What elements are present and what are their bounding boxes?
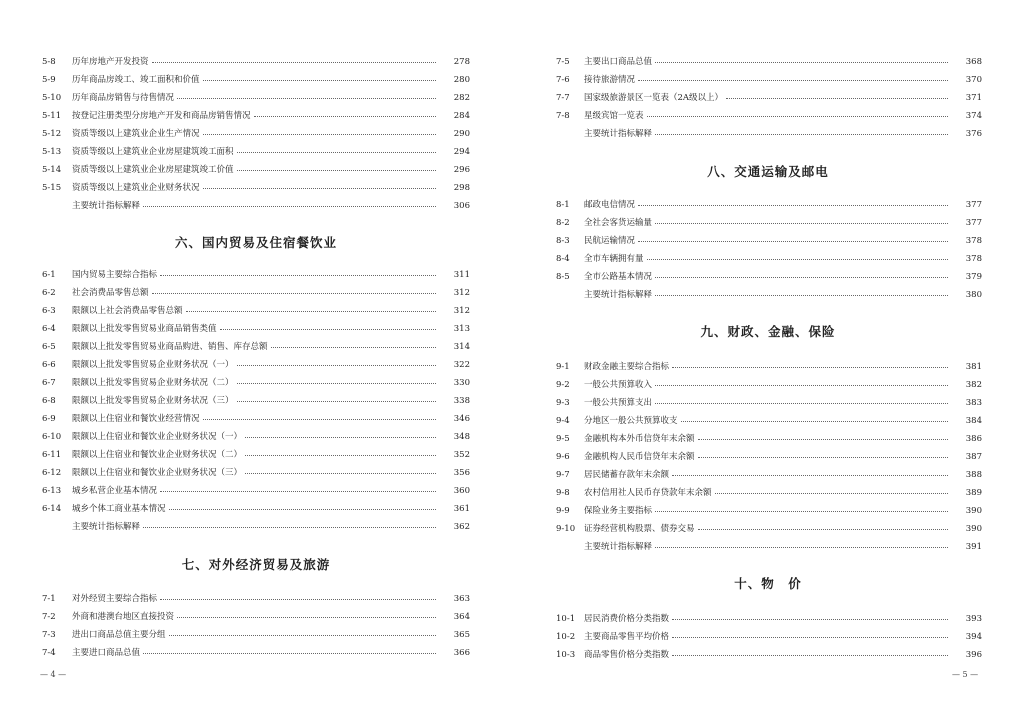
toc-entry-number: 7-3 — [42, 630, 56, 640]
dot-leader — [698, 456, 948, 458]
right-block-1 — [512, 53, 1024, 143]
toc-entry-page: 376 — [965, 129, 982, 139]
toc-entry-page: 346 — [453, 414, 470, 424]
dot-leader — [245, 436, 436, 438]
toc-entry-page: 348 — [453, 432, 470, 442]
toc-entry — [0, 518, 512, 536]
toc-entry-number: 7-5 — [556, 57, 570, 67]
toc-entry-page: 278 — [453, 57, 470, 67]
toc-entry-number: 10-1 — [556, 614, 576, 624]
toc-entry-title: 限额以上批发零售贸易企业财务状况（一） — [72, 360, 234, 370]
dot-leader — [169, 508, 436, 510]
toc-entry — [512, 53, 1024, 71]
toc-entry-number: 9-7 — [556, 470, 570, 480]
dot-leader — [647, 258, 948, 260]
toc-entry-title: 主要统计指标解释 — [584, 542, 653, 552]
toc-entry-number: 7-6 — [556, 75, 570, 85]
toc-entry-title: 证券经营机构股票、债券交易 — [584, 524, 695, 534]
toc-entry — [512, 610, 1024, 628]
toc-entry-page: 382 — [965, 380, 982, 390]
toc-entry-title: 历年商品房竣工、竣工面积和价值 — [72, 75, 200, 85]
toc-entry-title: 一般公共预算支出 — [584, 398, 653, 408]
toc-entry-page: 294 — [453, 147, 470, 157]
toc-entry-title: 金融机构人民币信贷年末余额 — [584, 452, 695, 462]
toc-entry-page: 284 — [453, 111, 470, 121]
toc-entry — [512, 89, 1024, 107]
toc-entry — [512, 376, 1024, 394]
toc-entry-page: 388 — [965, 470, 982, 480]
toc-entry-number: 6-1 — [42, 270, 56, 280]
toc-entry-title: 一般公共预算收入 — [584, 380, 653, 390]
toc-entry-number: 5-10 — [42, 93, 62, 103]
toc-entry-title: 限额以上住宿业和餐饮业企业财务状况（三） — [72, 468, 243, 478]
toc-entry — [0, 107, 512, 125]
page-number-left: — 4 — — [40, 670, 67, 679]
left-block-1 — [0, 53, 512, 215]
dot-leader — [655, 546, 948, 548]
toc-entry — [0, 284, 512, 302]
toc-entry — [0, 125, 512, 143]
toc-entry-title: 全市公路基本情况 — [584, 272, 653, 282]
toc-entry-number: 9-8 — [556, 488, 570, 498]
toc-entry-title: 全社会客货运输量 — [584, 218, 653, 228]
dot-leader — [160, 490, 436, 492]
toc-entry-number: 5-8 — [42, 57, 56, 67]
dot-leader — [638, 204, 948, 206]
toc-entry — [0, 500, 512, 518]
toc-entry — [0, 302, 512, 320]
toc-entry-number: 6-3 — [42, 306, 56, 316]
toc-entry-title: 资质等级以上建筑业企业房屋建筑竣工价值 — [72, 165, 234, 175]
toc-entry — [0, 626, 512, 644]
toc-entry-page: 312 — [453, 288, 470, 298]
toc-entry-title: 主要商品零售平均价格 — [584, 632, 670, 642]
toc-entry — [512, 250, 1024, 268]
toc-entry-page: 363 — [453, 594, 470, 604]
toc-entry-page: 362 — [453, 522, 470, 532]
toc-entry — [0, 71, 512, 89]
toc-entry-page: 356 — [453, 468, 470, 478]
toc-entry-number: 9-3 — [556, 398, 570, 408]
toc-entry-title: 星级宾馆一览表 — [584, 111, 644, 121]
dot-leader — [271, 346, 436, 348]
toc-entry-title: 财政金融主要综合指标 — [584, 362, 670, 372]
toc-entry-number: 9-6 — [556, 452, 570, 462]
toc-entry-number: 8-2 — [556, 218, 570, 228]
toc-entry-page: 364 — [453, 612, 470, 622]
dot-leader — [726, 97, 948, 99]
toc-entry — [512, 430, 1024, 448]
toc-entry — [512, 412, 1024, 430]
dot-leader — [203, 187, 436, 189]
toc-entry-page: 361 — [453, 504, 470, 514]
toc-entry-title: 城乡个体工商业基本情况 — [72, 504, 166, 514]
toc-entry-title: 限额以上住宿业和餐饮业经营情况 — [72, 414, 200, 424]
toc-entry-number: 7-2 — [42, 612, 56, 622]
toc-entry-page: 378 — [965, 254, 982, 264]
toc-entry-number: 6-11 — [42, 450, 62, 460]
toc-entry — [0, 464, 512, 482]
toc-entry-number: 10-3 — [556, 650, 576, 660]
dot-leader — [655, 294, 948, 296]
toc-entry-number: 5-9 — [42, 75, 56, 85]
toc-entry — [512, 196, 1024, 214]
toc-entry — [512, 107, 1024, 125]
toc-entry-page: 380 — [965, 290, 982, 300]
dot-leader — [698, 438, 948, 440]
toc-entry-title: 分地区一般公共预算收支 — [584, 416, 678, 426]
toc-entry-title: 进出口商品总值主要分组 — [72, 630, 166, 640]
dot-leader — [169, 634, 436, 636]
heading-section-10: 十、物 价 — [734, 576, 802, 591]
toc-entry-number: 10-2 — [556, 632, 576, 642]
dot-leader — [237, 382, 436, 384]
toc-entry-number: 9-10 — [556, 524, 576, 534]
toc-entry-title: 主要统计指标解释 — [584, 290, 653, 300]
toc-entry — [512, 520, 1024, 538]
dot-leader — [245, 472, 436, 474]
dot-leader — [160, 598, 436, 600]
toc-entry-number: 6-6 — [42, 360, 56, 370]
dot-leader — [715, 492, 948, 494]
toc-entry-page: 378 — [965, 236, 982, 246]
toc-entry-page: 290 — [453, 129, 470, 139]
toc-entry-number: 6-7 — [42, 378, 56, 388]
toc-entry-page: 296 — [453, 165, 470, 175]
dot-leader — [672, 474, 948, 476]
left-block-2 — [0, 266, 512, 536]
toc-entry-page: 282 — [453, 93, 470, 103]
toc-entry-page: 394 — [965, 632, 982, 642]
toc-entry — [0, 53, 512, 71]
toc-entry-page: 330 — [453, 378, 470, 388]
toc-entry-title: 保险业务主要指标 — [584, 506, 653, 516]
toc-entry — [0, 89, 512, 107]
toc-entry-title: 限额以上批发零售贸易企业财务状况（二） — [72, 378, 234, 388]
toc-entry-page: 389 — [965, 488, 982, 498]
toc-entry-page: 280 — [453, 75, 470, 85]
toc-entry-title: 居民消费价格分类指数 — [584, 614, 670, 624]
toc-entry-page: 377 — [965, 218, 982, 228]
toc-entry-page: 298 — [453, 183, 470, 193]
toc-entry-page: 314 — [453, 342, 470, 352]
toc-entry-number: 6-8 — [42, 396, 56, 406]
toc-entry — [512, 286, 1024, 304]
dot-leader — [638, 79, 948, 81]
toc-entry — [0, 392, 512, 410]
toc-entry — [512, 538, 1024, 556]
toc-entry-page: 384 — [965, 416, 982, 426]
toc-entry-number: 8-5 — [556, 272, 570, 282]
toc-entry — [0, 179, 512, 197]
dot-leader — [655, 222, 948, 224]
dot-leader — [698, 528, 948, 530]
toc-entry-number: 7-7 — [556, 93, 570, 103]
toc-entry — [512, 268, 1024, 286]
toc-entry-title: 主要统计指标解释 — [72, 522, 141, 532]
toc-entry — [512, 646, 1024, 664]
toc-entry-title: 金融机构本外币信贷年末余额 — [584, 434, 695, 444]
toc-entry-number: 6-14 — [42, 504, 62, 514]
toc-entry-number: 7-8 — [556, 111, 570, 121]
toc-entry-page: 368 — [965, 57, 982, 67]
toc-entry-title: 国内贸易主要综合指标 — [72, 270, 158, 280]
toc-entry-number: 6-12 — [42, 468, 62, 478]
toc-entry-number: 6-2 — [42, 288, 56, 298]
dot-leader — [681, 420, 948, 422]
toc-entry-number: 8-3 — [556, 236, 570, 246]
dot-leader — [254, 115, 436, 117]
toc-entry — [512, 466, 1024, 484]
toc-entry — [0, 161, 512, 179]
dot-leader — [655, 402, 948, 404]
dot-leader — [237, 151, 436, 153]
toc-entry-title: 限额以上住宿业和餐饮业企业财务状况（二） — [72, 450, 243, 460]
toc-entry-number: 7-4 — [42, 648, 56, 658]
dot-leader — [143, 205, 436, 207]
toc-entry-page: 366 — [453, 648, 470, 658]
dot-leader — [672, 654, 948, 656]
toc-entry-number: 5-15 — [42, 183, 62, 193]
toc-entry-title: 农村信用社人民币存贷款年末余额 — [584, 488, 712, 498]
toc-entry-title: 主要进口商品总值 — [72, 648, 141, 658]
dot-leader — [655, 133, 948, 135]
dot-leader — [152, 292, 436, 294]
heading-section-9: 九、财政、金融、保险 — [700, 324, 836, 339]
toc-entry — [0, 428, 512, 446]
dot-leader — [177, 97, 436, 99]
toc-entry-title: 历年商品房销售与待售情况 — [72, 93, 175, 103]
dot-leader — [672, 636, 948, 638]
toc-entry-page: 390 — [965, 506, 982, 516]
toc-entry-title: 限额以上批发零售贸易业商品销售类值 — [72, 324, 217, 334]
toc-entry-number: 7-1 — [42, 594, 56, 604]
dot-leader — [203, 418, 436, 420]
toc-entry-page: 383 — [965, 398, 982, 408]
dot-leader — [143, 526, 436, 528]
toc-entry-page: 313 — [453, 324, 470, 334]
toc-entry-page: 377 — [965, 200, 982, 210]
toc-entry-number: 9-4 — [556, 416, 570, 426]
toc-entry-page: 322 — [453, 360, 470, 370]
toc-entry-title: 资质等级以上建筑业企业房屋建筑竣工面积 — [72, 147, 234, 157]
toc-entry-page: 352 — [453, 450, 470, 460]
toc-entry-title: 居民储蓄存款年末余额 — [584, 470, 670, 480]
right-block-2 — [512, 196, 1024, 304]
dot-leader — [177, 616, 436, 618]
right-block-4 — [512, 610, 1024, 664]
toc-entry-number: 9-5 — [556, 434, 570, 444]
dot-leader — [152, 61, 436, 63]
toc-entry-title: 资质等级以上建筑业企业财务状况 — [72, 183, 200, 193]
toc-entry-title: 民航运输情况 — [584, 236, 636, 246]
toc-entry-number: 9-9 — [556, 506, 570, 516]
toc-entry-title: 历年房地产开发投资 — [72, 57, 149, 67]
dot-leader — [638, 240, 948, 242]
dot-leader — [160, 274, 436, 276]
dot-leader — [655, 276, 948, 278]
toc-entry-title: 接待旅游情况 — [584, 75, 636, 85]
toc-entry — [512, 448, 1024, 466]
toc-entry-number: 8-1 — [556, 200, 570, 210]
toc-entry-page: 370 — [965, 75, 982, 85]
toc-entry-title: 外商和港澳台地区直接投资 — [72, 612, 175, 622]
toc-entry-title: 主要出口商品总值 — [584, 57, 653, 67]
toc-entry-title: 资质等级以上建筑业企业生产情况 — [72, 129, 200, 139]
toc-entry-page: 393 — [965, 614, 982, 624]
heading-section-7: 七、对外经济贸易及旅游 — [181, 557, 331, 572]
toc-entry-page: 390 — [965, 524, 982, 534]
dot-leader — [220, 328, 436, 330]
toc-entry-title: 城乡私营企业基本情况 — [72, 486, 158, 496]
dot-leader — [186, 310, 436, 312]
toc-entry-page: 386 — [965, 434, 982, 444]
toc-entry — [512, 125, 1024, 143]
toc-entry-number: 6-9 — [42, 414, 56, 424]
toc-entry-number: 6-5 — [42, 342, 56, 352]
toc-entry-number: 6-10 — [42, 432, 62, 442]
toc-entry-number: 5-13 — [42, 147, 62, 157]
right-block-3 — [512, 358, 1024, 556]
toc-entry-page: 396 — [965, 650, 982, 660]
toc-entry — [0, 338, 512, 356]
page-number-right: — 5 — — [952, 670, 979, 679]
dot-leader — [672, 366, 948, 368]
heading-section-6: 六、国内贸易及住宿餐饮业 — [174, 235, 337, 250]
toc-entry — [512, 71, 1024, 89]
toc-entry-title: 商品零售价格分类指数 — [584, 650, 670, 660]
toc-entry-title: 限额以上社会消费品零售总额 — [72, 306, 183, 316]
toc-entry — [0, 374, 512, 392]
dot-leader — [237, 364, 436, 366]
toc-entry-page: 391 — [965, 542, 982, 552]
toc-entry-title: 限额以上住宿业和餐饮业企业财务状况（一） — [72, 432, 243, 442]
dot-leader — [143, 652, 436, 654]
toc-entry-number: 5-12 — [42, 129, 62, 139]
toc-entry — [0, 143, 512, 161]
dot-leader — [237, 400, 436, 402]
toc-entry-title: 社会消费品零售总额 — [72, 288, 149, 298]
right-page — [512, 0, 1024, 724]
dot-leader — [245, 454, 436, 456]
toc-entry-title: 全市车辆拥有量 — [584, 254, 644, 264]
dot-leader — [672, 618, 948, 620]
toc-entry — [512, 502, 1024, 520]
toc-entry-page: 311 — [453, 270, 470, 280]
toc-entry — [0, 320, 512, 338]
toc-entry-title: 对外经贸主要综合指标 — [72, 594, 158, 604]
toc-entry — [512, 232, 1024, 250]
toc-entry-page: 312 — [453, 306, 470, 316]
toc-entry — [0, 644, 512, 662]
dot-leader — [237, 169, 436, 171]
toc-entry — [0, 446, 512, 464]
dot-leader — [203, 79, 436, 81]
toc-entry-page: 381 — [965, 362, 982, 372]
dot-leader — [203, 133, 436, 135]
toc-entry-title: 国家级旅游景区一览表（2A级以上） — [584, 93, 724, 103]
toc-entry-title: 邮政电信情况 — [584, 200, 636, 210]
toc-entry-title: 主要统计指标解释 — [584, 129, 653, 139]
toc-entry-number: 8-4 — [556, 254, 570, 264]
toc-entry — [0, 266, 512, 284]
toc-entry-number: 9-1 — [556, 362, 570, 372]
toc-entry — [0, 197, 512, 215]
toc-entry-page: 371 — [965, 93, 982, 103]
toc-entry — [512, 628, 1024, 646]
toc-entry-page: 365 — [453, 630, 470, 640]
toc-entry-number: 5-11 — [42, 111, 62, 121]
toc-entry-number: 5-14 — [42, 165, 62, 175]
toc-entry-page: 387 — [965, 452, 982, 462]
toc-entry — [512, 394, 1024, 412]
dot-leader — [655, 510, 948, 512]
toc-entry-number: 9-2 — [556, 380, 570, 390]
toc-entry-title: 按登记注册类型分房地产开发和商品房销售情况 — [72, 111, 251, 121]
toc-entry — [512, 358, 1024, 376]
toc-entry — [0, 356, 512, 374]
left-block-3 — [0, 590, 512, 662]
toc-entry — [0, 608, 512, 626]
toc-entry — [0, 482, 512, 500]
dot-leader — [655, 384, 948, 386]
toc-entry-number: 6-4 — [42, 324, 56, 334]
toc-entry-page: 374 — [965, 111, 982, 121]
toc-entry-title: 限额以上批发零售贸易业商品购进、销售、库存总额 — [72, 342, 268, 352]
dot-leader — [655, 61, 948, 63]
heading-section-8: 八、交通运输及邮电 — [707, 164, 829, 179]
toc-entry — [512, 484, 1024, 502]
toc-entry-title: 主要统计指标解释 — [72, 201, 141, 211]
toc-entry-number: 6-13 — [42, 486, 62, 496]
dot-leader — [647, 115, 948, 117]
toc-entry — [0, 410, 512, 428]
toc-entry — [512, 214, 1024, 232]
toc-entry — [0, 590, 512, 608]
toc-entry-page: 360 — [453, 486, 470, 496]
toc-entry-page: 306 — [453, 201, 470, 211]
toc-entry-page: 379 — [965, 272, 982, 282]
toc-entry-title: 限额以上批发零售贸易企业财务状况（三） — [72, 396, 234, 406]
toc-entry-page: 338 — [453, 396, 470, 406]
